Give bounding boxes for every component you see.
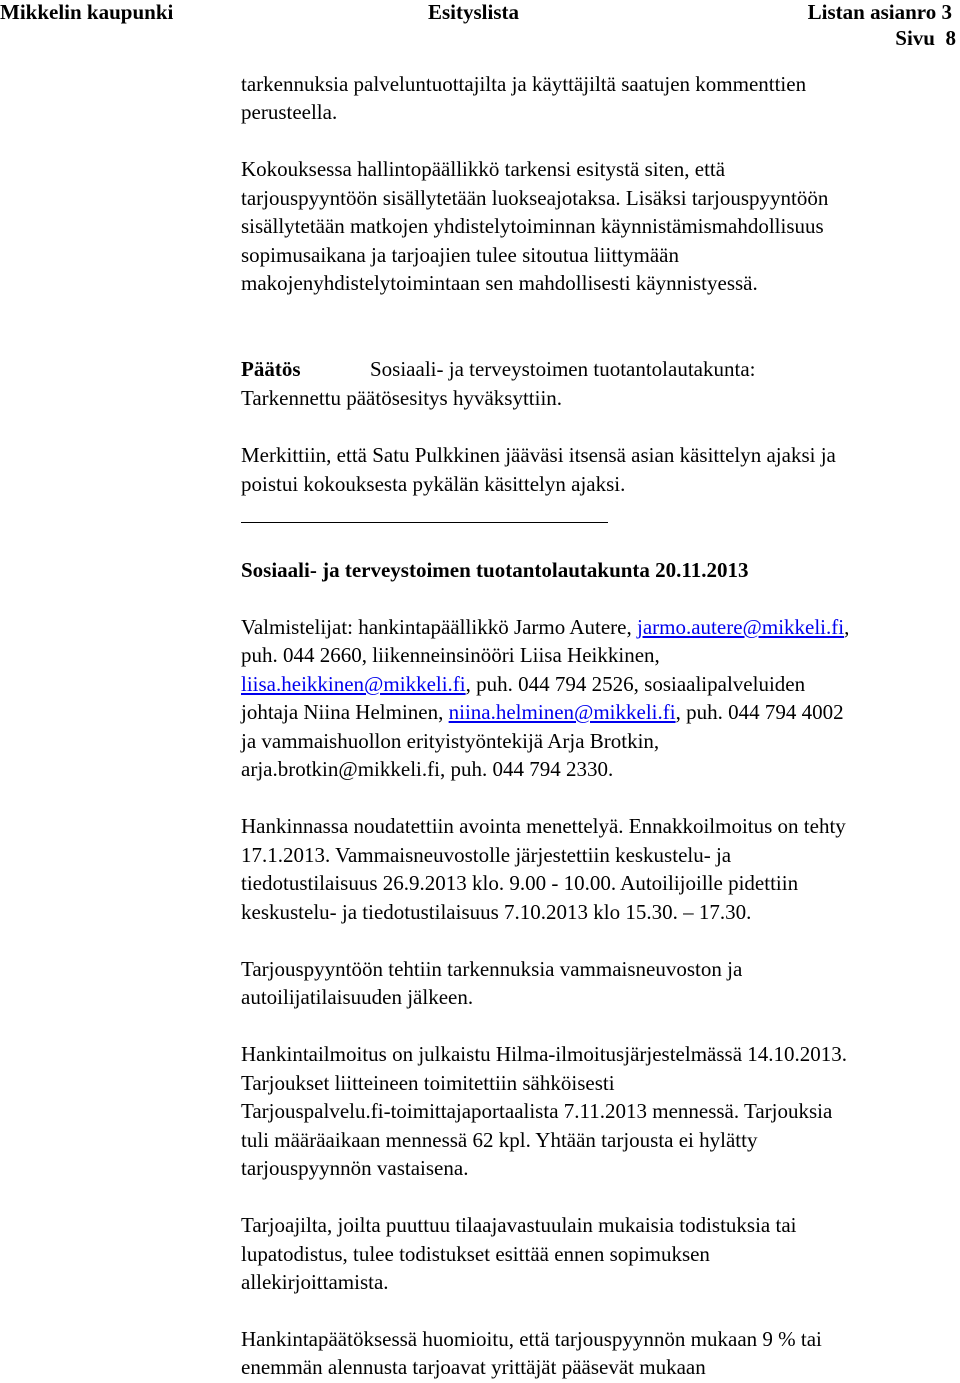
procurement-line-4: keskustelu- ja tiedotustilaisuus 7.10.2013 klo 15.30. – 17.30. [241,900,752,924]
notice-line-3: Tarjouspalvelu.fi-toimittajaportaalista 7.11.2013 mennessä. Tarjouksia [241,1099,833,1123]
preparers-line-4 [241,698,844,727]
paragraph-1-line-1: tarkennuksia palveluntuottajilta ja käyttäjiltä saatujen kommenttien [241,72,807,96]
preparers-line-2: puh. 044 2660, liikenneinsinööri Liisa Heikkinen, [241,643,660,667]
recusal-line-1: Merkittiin, että Satu Pulkkinen jääväsi itsensä asian käsittelyn ajaksi ja [241,443,836,467]
decision-line-2: Tarkennettu päätösesitys hyväksyttiin. [241,386,563,410]
paragraph-2-line-2: tarjouspyyntöön sisällytetään luokseajotaksa. Lisäksi tarjouspyyntöön [241,186,829,210]
procurement-line-3: tiedotustilaisuus 26.9.2013 klo. 9.00 - 10.00. Autoilijoille pidettiin [241,871,799,895]
paragraph-2-line-1: Kokouksessa hallintopäällikkö tarkensi esitystä siten, että [241,157,726,181]
header-item-number: Listan asianro 3 [807,0,952,24]
preparers-line-5: ja vammaishuollon erityistyöntekijä Arja Brotkin, [241,729,660,753]
discount-line-2: enemmän alennusta tarjoavat yrittäjät pääsevät mukaan [241,1355,706,1379]
preparers-line-6: arja.brotkin@mikkeli.fi, puh. 044 794 2330. [241,757,614,781]
preparers-text: johtaja Niina Helminen, [241,700,449,724]
refinement-line-1: Tarjouspyyntöön tehtiin tarkennuksia vammaisneuvoston ja [241,957,743,981]
email-link-liisa-heikkinen[interactable]: liisa.heikkinen@mikkeli.fi [241,672,466,696]
discount-line-1: Hankintapäätöksessä huomioitu, että tarjouspyynnön mukaan 9 % tai [241,1327,822,1351]
procurement-line-2: 17.1.2013. Vammaisneuvostolle järjestettiin keskustelu- ja [241,843,732,867]
certificates-line-1: Tarjoajilta, joilta puuttuu tilaajavastuulain mukaisia todistuksia tai [241,1213,797,1237]
notice-line-2: Tarjoukset liitteineen toimitettiin sähköisesti [241,1071,615,1095]
section-title: Sosiaali- ja terveystoimen tuotantolautakunta 20.11.2013 [241,558,749,582]
notice-line-5: tarjouspyynnön vastaisena. [241,1156,469,1180]
preparers-text: , puh. 044 794 4002 [675,700,844,724]
paragraph-1-line-2: perusteella. [241,100,338,124]
email-link-jarmo-autere[interactable]: jarmo.autere@mikkeli.fi [637,615,845,639]
preparers-text: , [844,615,850,639]
header-page-number: Sivu 8 [895,26,956,50]
paragraph-2-line-5: makojenyhdistelytoimintaan sen mahdollisesti käynnistyessä. [241,271,758,295]
notice-line-1: Hankintailmoitus on julkaistu Hilma-ilmoitusjärjestelmässä 14.10.2013. [241,1042,848,1066]
notice-line-4: tuli määräaikaan mennessä 62 kpl. Yhtään tarjousta ei hylätty [241,1128,758,1152]
procurement-line-1: Hankinnassa noudatettiin avointa menettelyä. Ennakkoilmoitus on tehty [241,814,846,838]
certificates-line-2: lupatodistus, tulee todistukset esittää ennen sopimuksen [241,1242,710,1266]
paragraph-2-line-3: sisällytetään matkojen yhdistelytoiminnan käynnistämismahdollisuus [241,214,824,238]
decision-label: Päätös [241,357,301,381]
certificates-line-3: allekirjoittamista. [241,1270,389,1294]
preparers-text: , puh. 044 794 2526, sosiaalipalveluiden [465,672,806,696]
preparers-text: Valmistelijat: hankintapäällikkö Jarmo Autere, [241,615,637,639]
decision-body: Sosiaali- ja terveystoimen tuotantolautakunta: [370,357,756,381]
preparers-line-1 [241,613,849,642]
header-doc-type: Esityslista [428,0,520,24]
preparers-line-3 [241,670,805,699]
email-link-niina-helminen[interactable]: niina.helminen@mikkeli.fi [448,700,676,724]
recusal-line-2: poistui kokouksesta pykälän käsittelyn ajaksi. [241,472,626,496]
section-divider [241,522,608,523]
refinement-line-2: autoilijatilaisuuden jälkeen. [241,985,474,1009]
header-org: Mikkelin kaupunki [0,0,174,24]
paragraph-2-line-4: sopimusaikana ja tarjoajien tulee sitoutua liittymään [241,243,679,267]
